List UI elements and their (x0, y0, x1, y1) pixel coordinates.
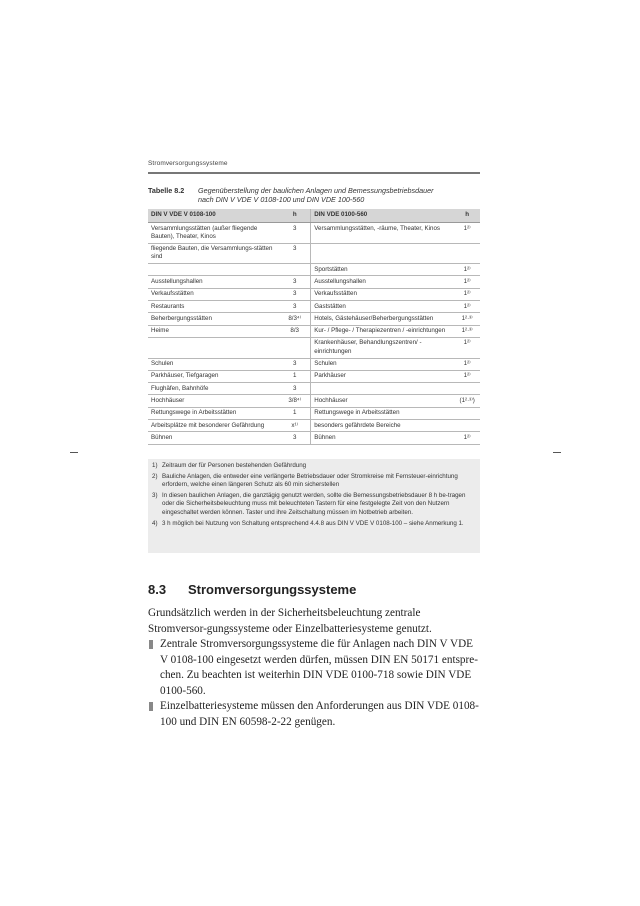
table-cell (279, 264, 311, 276)
table-cell: 3 (279, 383, 311, 395)
bullet-text: Einzelbatteriesysteme müssen den Anforderungen aus DIN VDE 0108-100 und DIN EN 60598-2-22 genügen. (160, 700, 479, 728)
comparison-table (148, 209, 480, 445)
table-cell: 3 (279, 358, 311, 370)
header-cell: DIN V VDE V 0108-100 (148, 209, 279, 223)
table-header-row (148, 209, 480, 223)
table-cell: 3/8⁴⁾ (279, 395, 311, 407)
table-cell (148, 264, 279, 276)
bullet-item (148, 699, 482, 730)
intro-paragraph: Grundsätzlich werden in der Sicherheitsbeleuchtung zentrale Stromversor-gungssysteme oder Einzelbatteriesysteme genutzt. (148, 607, 432, 635)
table-cell: 3 (279, 276, 311, 288)
table-cell (454, 407, 480, 419)
footnotes-box (148, 459, 480, 553)
table-row (148, 407, 480, 419)
table-row (148, 276, 480, 288)
table-cell: besonders gefährdete Bereiche (311, 420, 455, 432)
table-cell: Parkhäuser (311, 370, 455, 382)
table-cell: Versammlungsstätten, -räume, Theater, Kinos (311, 223, 455, 244)
footnote-text: 3 h möglich bei Nutzung von Schaltung entsprechend 4.4.8 aus DIN V VDE V 0108-100 – siehe Anmerkung 1. (162, 519, 464, 527)
table-cell: 1²·³⁾ (454, 313, 480, 325)
table-cell: Sportstätten (311, 264, 455, 276)
table-cell: Hotels, Gästehäuser/Beherbergungsstätten (311, 313, 455, 325)
running-head: Stromversorgungssysteme (148, 160, 228, 167)
table-cell: Bühnen (148, 432, 279, 444)
header-cell: h (454, 209, 480, 223)
table-cell: 1²⁾ (454, 337, 480, 358)
table-cell (454, 243, 480, 264)
header-cell: h (279, 209, 311, 223)
header-cell: DIN VDE 0100-560 (311, 209, 455, 223)
table-cell: Parkhäuser, Tiefgaragen (148, 370, 279, 382)
table-cell: 8/3⁴⁾ (279, 313, 311, 325)
table-cell (311, 243, 455, 264)
table-caption (148, 186, 480, 204)
table-cell: 3 (279, 301, 311, 313)
table-row (148, 337, 480, 358)
table-cell: 3 (279, 243, 311, 264)
body-text (148, 606, 482, 730)
table-cell: Heime (148, 325, 279, 337)
table-cell: Rettungswege in Arbeitsstätten (311, 407, 455, 419)
crop-mark-right (553, 452, 561, 453)
table-cell: fliegende Bauten, die Versammlungs-stätten sind (148, 243, 279, 264)
table-row (148, 383, 480, 395)
bullet-text: Zentrale Stromversorgungssysteme die für Anlagen nach DIN V VDE V 0108-100 eingesetzt werden dürfen, müssen DIN EN 50171 entspre-chen. Zu beachten ist weiterhin DIN VDE 0100-718 sowie DIN VDE 0100-560. (160, 638, 478, 697)
table-cell: Schulen (311, 358, 455, 370)
footnote (152, 462, 476, 471)
table-cell: Krankenhäuser, Behandlungszentren/ -einrichtungen (311, 337, 455, 358)
footnote (152, 492, 476, 518)
table-row (148, 420, 480, 432)
table-cell: Hochhäuser (311, 395, 455, 407)
table-cell (454, 383, 480, 395)
table-cell: 1²⁾ (454, 432, 480, 444)
table-cell: x¹⁾ (279, 420, 311, 432)
table-cell (454, 420, 480, 432)
table-cell: 1 (279, 407, 311, 419)
table-row (148, 301, 480, 313)
table-row (148, 243, 480, 264)
table-cell: 1²⁾ (454, 370, 480, 382)
table-cell: 1²⁾ (454, 264, 480, 276)
table-cell: 1 (279, 370, 311, 382)
table-cell: Restaurants (148, 301, 279, 313)
table-cell: Verkaufsstätten (311, 288, 455, 300)
table-cell: 8/3 (279, 325, 311, 337)
crop-mark-left (70, 452, 78, 453)
table-cell: Rettungswege in Arbeitsstätten (148, 407, 279, 419)
table-cell: (1²·³⁾) (454, 395, 480, 407)
table-cell: Kur- / Pflege- / Therapiezentren / -einrichtungen (311, 325, 455, 337)
section-number: 8.3 (148, 582, 167, 597)
table-cell: 1²⁾ (454, 288, 480, 300)
bullet-marker (148, 637, 160, 699)
table-cell: 1²⁾ (454, 301, 480, 313)
table-cell: Ausstellungshallen (311, 276, 455, 288)
table-cell (279, 337, 311, 358)
table-cell: 3 (279, 432, 311, 444)
bullet-item (148, 637, 482, 699)
table-row (148, 432, 480, 444)
table-row (148, 370, 480, 382)
table-cell: Beherbergungsstätten (148, 313, 279, 325)
footnote (152, 520, 476, 529)
section-heading (148, 582, 356, 597)
table-cell: Versammlungsstätten (außer fliegende Bauten), Theater, Kinos (148, 223, 279, 244)
table-cell: 1²⁾ (454, 358, 480, 370)
table-row (148, 358, 480, 370)
table-cell: Hochhäuser (148, 395, 279, 407)
table-cell: Bühnen (311, 432, 455, 444)
table-cell: 3 (279, 288, 311, 300)
table-cell: 1²⁾ (454, 276, 480, 288)
table-row (148, 223, 480, 244)
table-row (148, 395, 480, 407)
table-cell: Ausstellungshallen (148, 276, 279, 288)
section-title: Stromversorgungssysteme (188, 582, 357, 597)
table-cell: 1²·³⁾ (454, 325, 480, 337)
footnote-number: 4) (152, 519, 158, 527)
table-row (148, 313, 480, 325)
caption-label: Tabelle 8.2 (148, 186, 185, 195)
bullet-marker (148, 699, 160, 730)
table-cell (311, 383, 455, 395)
table-cell: Schulen (148, 358, 279, 370)
footnote-number: 1) (152, 462, 158, 469)
footnote-text: In diesen baulichen Anlagen, die ganztägig genutzt werden, sollte die Bemessungsbetriebsdauer 8 h be-tragen oder die Sicherheitsbeleuchtung muss mit beleuchteten Tastern für eine festgelegte Zeit von den Nutzern eingeschaltet werden können. Taster und ihre Zeitschaltung müssen im Notbetrieb arbeiten. (162, 491, 466, 516)
caption-line1: Gegenüberstellung der baulichen Anlagen und Bemessungsbetriebsdauer (198, 186, 434, 195)
footnote-text: Bauliche Anlagen, die entweder eine verlängerte Betriebsdauer oder Stromkreise mit Fernsteuer-einrichtung erfordern, welche einen längeren Schutz als 60 min sicherstellen (162, 472, 458, 489)
table-cell: 3 (279, 223, 311, 244)
table-cell: Arbeitsplätze mit besonderer Gefährdung (148, 420, 279, 432)
table-row (148, 288, 480, 300)
caption-line2: nach DIN V VDE V 0108-100 und DIN VDE 100-560 (198, 195, 365, 204)
table-row (148, 264, 480, 276)
footnote-text: Zeitraum der für Personen bestehenden Gefährdung (162, 462, 307, 469)
table-cell: Flughäfen, Bahnhöfe (148, 383, 279, 395)
table-cell (148, 337, 279, 358)
table-cell: Gaststätten (311, 301, 455, 313)
footnote (152, 473, 476, 490)
header-rule (148, 172, 480, 174)
table-cell: Verkaufsstätten (148, 288, 279, 300)
table-row (148, 325, 480, 337)
footnote-number: 3) (152, 491, 158, 499)
table-cell: 1²⁾ (454, 223, 480, 244)
footnote-number: 2) (152, 472, 158, 480)
